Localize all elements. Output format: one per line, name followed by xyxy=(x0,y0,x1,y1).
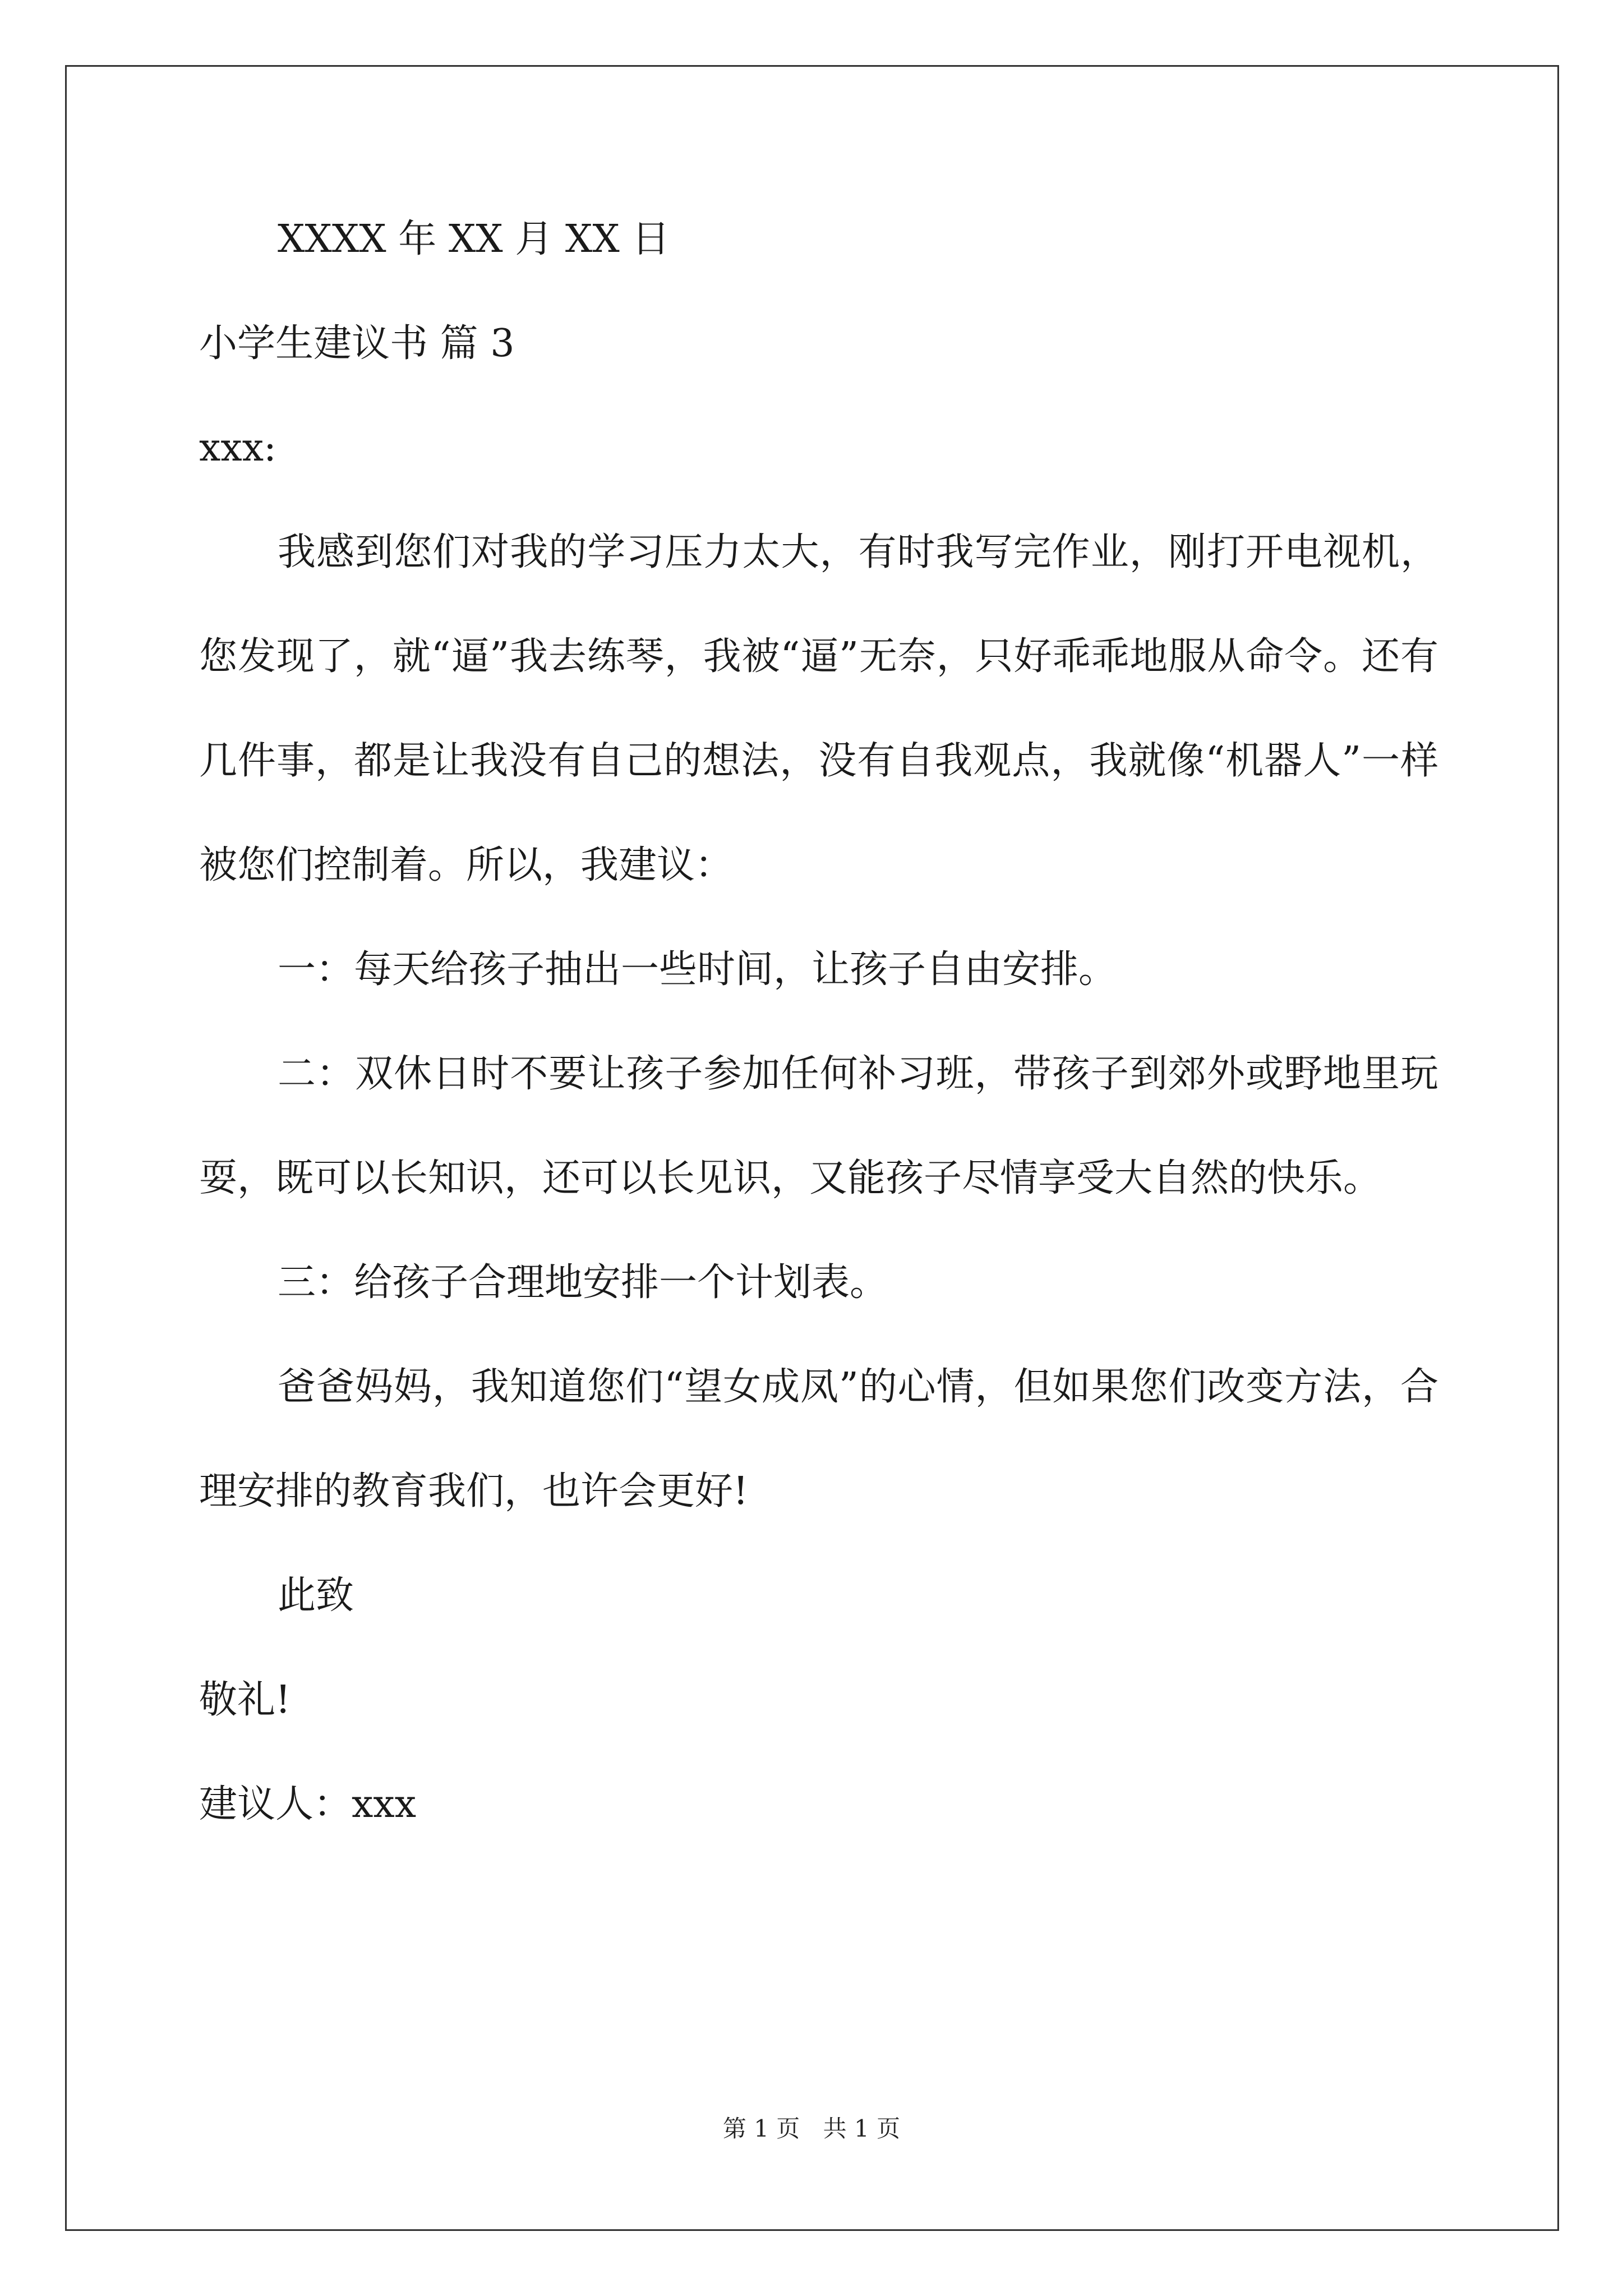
document-body xyxy=(199,213,1438,1883)
page-footer xyxy=(0,2115,1623,2143)
page-number: 第 1 页 xyxy=(722,2115,800,2142)
paragraph-5: 爸爸妈妈，我知道您们“望女成凤”的心情，但如果您们改变方法，合理安排的教育我们，也许会更好! xyxy=(199,1365,1438,1513)
closing: 此致 xyxy=(278,1573,354,1618)
date-line: XXXX 年 XX 月 XX 日 xyxy=(278,217,670,261)
document-title: 小学生建议书 篇 3 xyxy=(199,321,515,366)
salutation: xxx: xyxy=(199,426,276,470)
signature: 建议人：xxx xyxy=(199,1782,417,1826)
paragraph-1: 我感到您们对我的学习压力太大，有时我写完作业，刚打开电视机，您发现了，就“逼”我去练琴，我被“逼”无奈，只好乖乖地服从命令。还有几件事，都是让我没有自己的想法，没有自我观点，我就像“机器人”一样被您们控制着。所以，我建议： xyxy=(199,530,1438,887)
regards: 敬礼! xyxy=(199,1678,291,1722)
paragraph-4: 三：给孩子合理地安排一个计划表。 xyxy=(278,1260,888,1305)
total-pages: 共 1 页 xyxy=(823,2115,901,2142)
paragraph-2: 一：每天给孩子抽出一些时间，让孩子自由安排。 xyxy=(278,947,1117,992)
paragraph-3: 二：双休日时不要让孩子参加任何补习班，带孩子到郊外或野地里玩耍，既可以长知识，还可以长见识，又能孩子尽情享受大自然的快乐。 xyxy=(199,1052,1438,1200)
